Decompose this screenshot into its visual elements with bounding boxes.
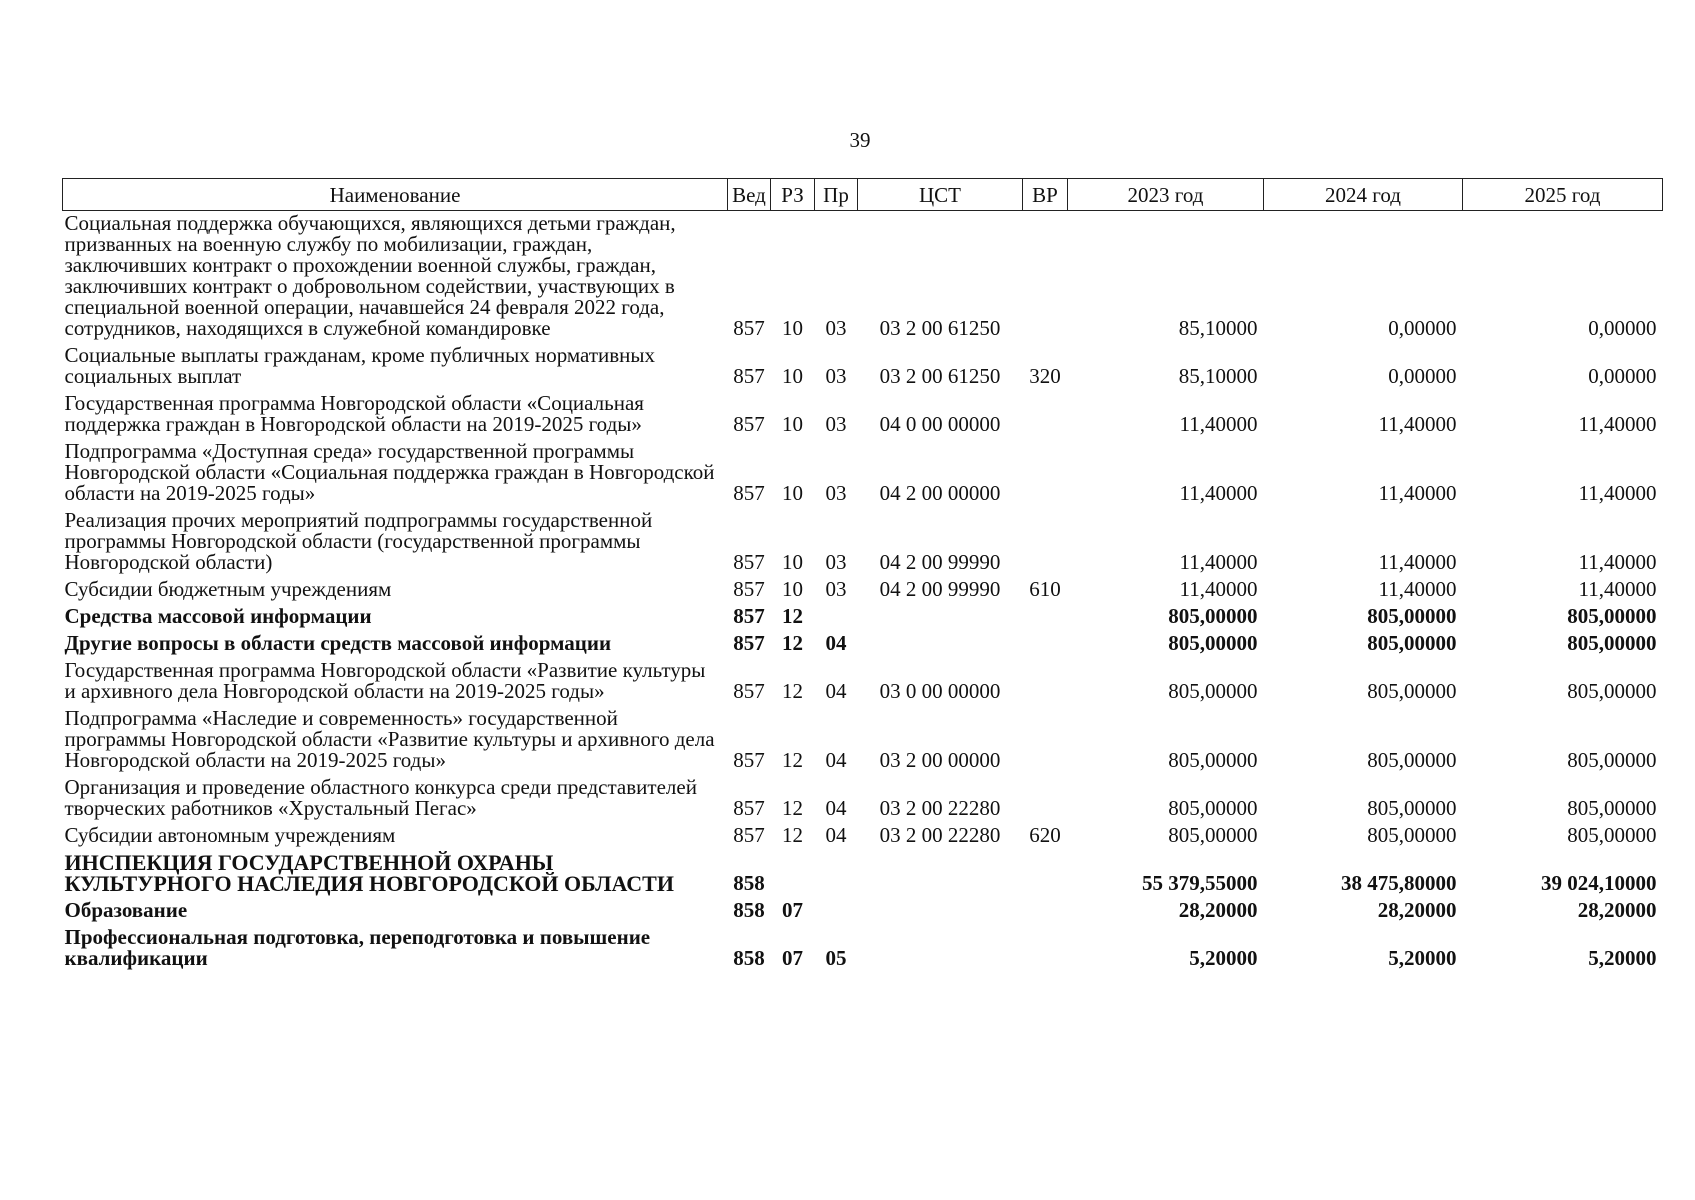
cell-name: Подпрограмма «Доступная среда» государственной программы Новгородской области «Социальная поддержка граждан в Новгородской области на 2019-2025 годы» bbox=[64, 439, 715, 505]
header-vr: ВР bbox=[1023, 179, 1068, 211]
cell-cst: 04 2 00 00000 bbox=[879, 481, 1001, 505]
cell-rz: 12 bbox=[782, 823, 803, 847]
cell-2023: 11,40000 bbox=[1179, 577, 1258, 601]
cell-cst: 03 2 00 22280 bbox=[879, 796, 1001, 820]
cell-cst bbox=[858, 604, 1023, 631]
cell-2024: 5,20000 bbox=[1388, 946, 1457, 970]
cell-rz: 10 bbox=[782, 577, 803, 601]
cell-2023: 55 379,55000 bbox=[1142, 871, 1258, 895]
cell-2024: 11,40000 bbox=[1378, 550, 1457, 574]
cell-ved: 857 bbox=[733, 679, 765, 703]
cell-2024: 805,00000 bbox=[1367, 604, 1457, 628]
cell-name: Подпрограмма «Наследие и современность» государственной программы Новгородской области «Развитие культуры и архивного дела Новгородской области на 2019-2025 годы» bbox=[64, 706, 715, 772]
cell-cst bbox=[858, 898, 1023, 925]
cell-cst bbox=[858, 631, 1023, 658]
cell-ved: 857 bbox=[733, 481, 765, 505]
cell-cst: 03 2 00 61250 bbox=[879, 364, 1001, 388]
cell-2023: 5,20000 bbox=[1189, 946, 1258, 970]
table-row bbox=[63, 898, 1663, 925]
cell-ved: 858 bbox=[733, 898, 765, 922]
cell-2025: 805,00000 bbox=[1567, 823, 1657, 847]
table-row bbox=[63, 211, 1663, 344]
cell-ved: 857 bbox=[733, 796, 765, 820]
cell-vr bbox=[1023, 850, 1068, 898]
table-row bbox=[63, 391, 1663, 439]
cell-name: Реализация прочих мероприятий подпрограммы государственной программы Новгородской области (государственной программы Новгородской области) bbox=[64, 508, 653, 574]
cell-vr bbox=[1023, 211, 1068, 344]
cell-2024: 11,40000 bbox=[1378, 412, 1457, 436]
cell-pr: 03 bbox=[825, 316, 847, 340]
cell-2025: 0,00000 bbox=[1588, 364, 1657, 388]
cell-2023: 85,10000 bbox=[1178, 316, 1258, 340]
cell-ved: 857 bbox=[733, 412, 765, 436]
cell-pr bbox=[815, 898, 858, 925]
cell-cst: 04 2 00 99990 bbox=[879, 550, 1001, 574]
cell-2024: 38 475,80000 bbox=[1341, 871, 1457, 895]
cell-2025: 0,00000 bbox=[1588, 316, 1657, 340]
table-row bbox=[63, 508, 1663, 577]
cell-pr bbox=[815, 850, 858, 898]
cell-name: Государственная программа Новгородской области «Социальная поддержка граждан в Новгородской области на 2019-2025 годы» bbox=[64, 391, 644, 436]
cell-ved: 857 bbox=[733, 364, 765, 388]
cell-name: ИНСПЕКЦИЯ ГОСУДАРСТВЕННОЙ ОХРАНЫ КУЛЬТУРНОГО НАСЛЕДИЯ НОВГОРОДСКОЙ ОБЛАСТИ bbox=[64, 850, 674, 896]
cell-2023: 805,00000 bbox=[1168, 604, 1258, 628]
header-cst: ЦСТ bbox=[858, 179, 1023, 211]
cell-2023: 805,00000 bbox=[1168, 796, 1258, 820]
cell-2024: 805,00000 bbox=[1367, 679, 1457, 703]
cell-ved: 857 bbox=[733, 631, 765, 655]
cell-2025: 805,00000 bbox=[1567, 604, 1657, 628]
cell-vr bbox=[1023, 706, 1068, 775]
table-row bbox=[63, 658, 1663, 706]
header-2023: 2023 год bbox=[1068, 179, 1264, 211]
cell-2025: 11,40000 bbox=[1578, 412, 1657, 436]
cell-cst: 04 2 00 99990 bbox=[879, 577, 1001, 601]
cell-2024: 0,00000 bbox=[1388, 316, 1457, 340]
cell-pr: 04 bbox=[825, 823, 847, 847]
cell-ved: 857 bbox=[733, 748, 765, 772]
cell-pr bbox=[815, 604, 858, 631]
cell-2023: 11,40000 bbox=[1179, 412, 1258, 436]
cell-name: Субсидии бюджетным учреждениям bbox=[64, 577, 392, 601]
cell-cst bbox=[858, 925, 1023, 973]
cell-2025: 39 024,10000 bbox=[1541, 871, 1657, 895]
cell-name: Профессиональная подготовка, переподготовка и повышение квалификации bbox=[64, 925, 651, 970]
cell-vr bbox=[1023, 658, 1068, 706]
cell-2025: 805,00000 bbox=[1567, 796, 1657, 820]
cell-2025: 11,40000 bbox=[1578, 550, 1657, 574]
cell-2025: 805,00000 bbox=[1567, 679, 1657, 703]
header-name: Наименование bbox=[63, 179, 728, 211]
cell-2023: 805,00000 bbox=[1168, 631, 1258, 655]
cell-rz: 10 bbox=[782, 550, 803, 574]
cell-rz: 12 bbox=[782, 796, 803, 820]
cell-2023: 85,10000 bbox=[1178, 364, 1258, 388]
cell-2024: 11,40000 bbox=[1378, 577, 1457, 601]
cell-vr: 610 bbox=[1029, 577, 1061, 601]
cell-ved: 857 bbox=[733, 823, 765, 847]
cell-pr: 03 bbox=[825, 577, 847, 601]
cell-2024: 805,00000 bbox=[1367, 796, 1457, 820]
cell-pr: 04 bbox=[825, 748, 847, 772]
cell-pr: 04 bbox=[825, 679, 847, 703]
cell-cst: 03 2 00 00000 bbox=[879, 748, 1001, 772]
cell-rz: 10 bbox=[782, 412, 803, 436]
cell-2023: 11,40000 bbox=[1179, 550, 1258, 574]
table-row bbox=[63, 343, 1663, 391]
cell-cst: 04 0 00 00000 bbox=[879, 412, 1001, 436]
cell-2023: 805,00000 bbox=[1168, 679, 1258, 703]
cell-2024: 11,40000 bbox=[1378, 481, 1457, 505]
table-row bbox=[63, 577, 1663, 604]
cell-2025: 805,00000 bbox=[1567, 748, 1657, 772]
cell-ved: 857 bbox=[733, 316, 765, 340]
cell-pr: 03 bbox=[825, 481, 847, 505]
cell-2023: 805,00000 bbox=[1168, 823, 1258, 847]
cell-2025: 11,40000 bbox=[1578, 481, 1657, 505]
cell-rz: 12 bbox=[782, 604, 803, 628]
cell-2024: 0,00000 bbox=[1388, 364, 1457, 388]
cell-vr bbox=[1023, 604, 1068, 631]
cell-cst: 03 2 00 61250 bbox=[879, 316, 1001, 340]
cell-vr: 320 bbox=[1029, 364, 1061, 388]
cell-vr bbox=[1023, 925, 1068, 973]
cell-2023: 28,20000 bbox=[1178, 898, 1258, 922]
table-row bbox=[63, 823, 1663, 850]
cell-vr bbox=[1023, 631, 1068, 658]
budget-table bbox=[62, 178, 1663, 973]
table-row bbox=[63, 631, 1663, 658]
cell-name: Социальная поддержка обучающихся, являющихся детьми граждан, призванных на военную службу по мобилизации, граждан, заключивших контракт о прохождении военной службы, граждан, заключивших контракт о добровольном содействии, участвующих в специальной военной операции, начавшейся 24 февраля 2022 года, сотрудников, находящихся в служебной командировке bbox=[64, 211, 676, 340]
cell-pr: 04 bbox=[825, 796, 847, 820]
cell-2024: 805,00000 bbox=[1367, 631, 1457, 655]
cell-ved: 857 bbox=[733, 604, 765, 628]
cell-name: Другие вопросы в области средств массовой информации bbox=[64, 631, 612, 655]
page-number: 39 bbox=[849, 128, 871, 152]
cell-cst bbox=[858, 850, 1023, 898]
cell-rz bbox=[771, 850, 815, 898]
cell-rz: 07 bbox=[782, 946, 803, 970]
cell-vr: 620 bbox=[1029, 823, 1061, 847]
header-2024: 2024 год bbox=[1264, 179, 1463, 211]
table-row bbox=[63, 604, 1663, 631]
cell-name: Средства массовой информации bbox=[64, 604, 372, 628]
cell-vr bbox=[1023, 508, 1068, 577]
cell-name: Субсидии автономным учреждениям bbox=[64, 823, 396, 847]
cell-ved: 857 bbox=[733, 577, 765, 601]
table-row bbox=[63, 775, 1663, 823]
cell-pr: 04 bbox=[825, 631, 847, 655]
cell-2023: 11,40000 bbox=[1179, 481, 1258, 505]
cell-2025: 11,40000 bbox=[1578, 577, 1657, 601]
cell-2024: 805,00000 bbox=[1367, 748, 1457, 772]
table-body bbox=[63, 211, 1663, 974]
table-row bbox=[63, 706, 1663, 775]
table-row bbox=[63, 925, 1663, 973]
cell-2025: 5,20000 bbox=[1588, 946, 1657, 970]
cell-rz: 12 bbox=[782, 631, 803, 655]
cell-vr bbox=[1023, 391, 1068, 439]
cell-cst: 03 2 00 22280 bbox=[879, 823, 1001, 847]
cell-name: Образование bbox=[64, 898, 188, 922]
cell-rz: 10 bbox=[782, 364, 803, 388]
header-pr: Пр bbox=[815, 179, 858, 211]
cell-rz: 10 bbox=[782, 481, 803, 505]
cell-rz: 12 bbox=[782, 679, 803, 703]
table-row bbox=[63, 850, 1663, 898]
cell-ved: 858 bbox=[733, 946, 765, 970]
cell-name: Социальные выплаты гражданам, кроме публичных нормативных социальных выплат bbox=[64, 343, 656, 388]
table-row bbox=[63, 439, 1663, 508]
cell-pr: 05 bbox=[825, 946, 847, 970]
cell-vr bbox=[1023, 775, 1068, 823]
header-ved: Вед bbox=[728, 179, 771, 211]
cell-rz: 10 bbox=[782, 316, 803, 340]
cell-cst: 03 0 00 00000 bbox=[879, 679, 1001, 703]
cell-2025: 28,20000 bbox=[1577, 898, 1657, 922]
cell-2023: 805,00000 bbox=[1168, 748, 1258, 772]
cell-vr bbox=[1023, 898, 1068, 925]
cell-2024: 28,20000 bbox=[1377, 898, 1457, 922]
cell-rz: 07 bbox=[782, 898, 803, 922]
cell-vr bbox=[1023, 439, 1068, 508]
header-rz: РЗ bbox=[771, 179, 815, 211]
cell-name: Государственная программа Новгородской области «Развитие культуры и архивного дела Новгородской области на 2019-2025 годы» bbox=[64, 658, 706, 703]
cell-pr: 03 bbox=[825, 364, 847, 388]
cell-2025: 805,00000 bbox=[1567, 631, 1657, 655]
header-2025: 2025 год bbox=[1463, 179, 1663, 211]
cell-ved: 858 bbox=[733, 871, 765, 895]
cell-name: Организация и проведение областного конкурса среди представителей творческих работников «Хрустальный Пегас» bbox=[64, 775, 697, 820]
table-header bbox=[63, 179, 1663, 211]
cell-2024: 805,00000 bbox=[1367, 823, 1457, 847]
cell-pr: 03 bbox=[825, 412, 847, 436]
cell-pr: 03 bbox=[825, 550, 847, 574]
cell-ved: 857 bbox=[733, 550, 765, 574]
cell-rz: 12 bbox=[782, 748, 803, 772]
